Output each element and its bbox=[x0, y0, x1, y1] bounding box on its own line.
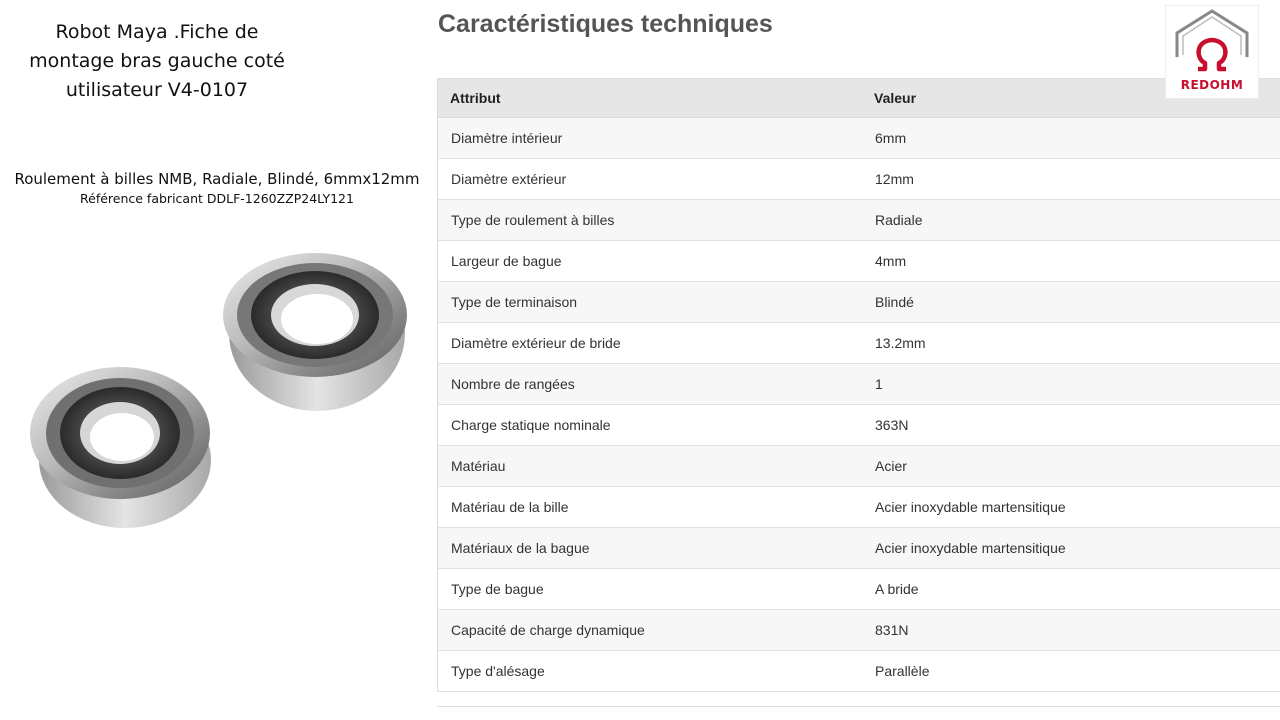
table-row bbox=[438, 118, 1280, 159]
bearing-photo bbox=[25, 245, 425, 545]
table-header-row bbox=[438, 79, 1280, 118]
table-row bbox=[438, 159, 1280, 200]
attribute-cell: Matériau bbox=[438, 446, 863, 487]
value-cell: 4mm bbox=[862, 241, 1280, 282]
table-row bbox=[438, 528, 1280, 569]
column-header-value: Valeur bbox=[862, 79, 1280, 118]
value-cell: Acier inoxydable martensitique bbox=[862, 528, 1280, 569]
bearing-front bbox=[30, 367, 211, 528]
attribute-cell: Charge statique nominale bbox=[438, 405, 863, 446]
attribute-cell: Type de roulement à billes bbox=[438, 200, 863, 241]
value-cell: Radiale bbox=[862, 200, 1280, 241]
specs-heading: Caractéristiques techniques bbox=[438, 10, 773, 38]
table-row bbox=[438, 446, 1280, 487]
attribute-cell: Capacité de charge dynamique bbox=[438, 610, 863, 651]
redohm-logo bbox=[1165, 5, 1259, 99]
sheet-title-line: Robot Maya .Fiche de bbox=[55, 21, 259, 43]
value-cell: 12mm bbox=[862, 159, 1280, 200]
table-row bbox=[438, 200, 1280, 241]
attribute-cell: Diamètre extérieur de bride bbox=[438, 323, 863, 364]
sheet-title bbox=[0, 18, 314, 105]
table-row bbox=[438, 487, 1280, 528]
table-row bbox=[438, 405, 1280, 446]
bearing-back bbox=[223, 253, 407, 411]
value-cell: Acier inoxydable martensitique bbox=[862, 487, 1280, 528]
attribute-cell: Diamètre intérieur bbox=[438, 118, 863, 159]
manufacturer-reference: Référence fabricant DDLF-1260ZZP24LY121 bbox=[80, 191, 354, 206]
attribute-cell: Type d'alésage bbox=[438, 651, 863, 692]
attribute-cell: Largeur de bague bbox=[438, 241, 863, 282]
value-cell: Parallèle bbox=[862, 651, 1280, 692]
attribute-cell: Nombre de rangées bbox=[438, 364, 863, 405]
value-cell: 363N bbox=[862, 405, 1280, 446]
sheet-title-line: utilisateur V4-0107 bbox=[65, 79, 249, 101]
table-bottom-border bbox=[437, 706, 1280, 707]
table-row bbox=[438, 241, 1280, 282]
product-description: Roulement à billes NMB, Radiale, Blindé, 6mmx12mm bbox=[14, 170, 420, 188]
value-cell: 6mm bbox=[862, 118, 1280, 159]
value-cell: Blindé bbox=[862, 282, 1280, 323]
specs-table bbox=[437, 78, 1280, 692]
table-row bbox=[438, 364, 1280, 405]
table-row bbox=[438, 282, 1280, 323]
table-row bbox=[438, 569, 1280, 610]
table-row bbox=[438, 323, 1280, 364]
value-cell: Acier bbox=[862, 446, 1280, 487]
value-cell: 831N bbox=[862, 610, 1280, 651]
attribute-cell: Diamètre extérieur bbox=[438, 159, 863, 200]
attribute-cell: Matériaux de la bague bbox=[438, 528, 863, 569]
attribute-cell: Matériau de la bille bbox=[438, 487, 863, 528]
value-cell: 1 bbox=[862, 364, 1280, 405]
value-cell: A bride bbox=[862, 569, 1280, 610]
table-row bbox=[438, 610, 1280, 651]
value-cell: 13.2mm bbox=[862, 323, 1280, 364]
column-header-attribute: Attribut bbox=[438, 79, 863, 118]
attribute-cell: Type de terminaison bbox=[438, 282, 863, 323]
attribute-cell: Type de bague bbox=[438, 569, 863, 610]
logo-text: REDOHM bbox=[1180, 78, 1244, 92]
sheet-title-line: montage bras gauche coté bbox=[29, 50, 285, 72]
table-row bbox=[438, 651, 1280, 692]
